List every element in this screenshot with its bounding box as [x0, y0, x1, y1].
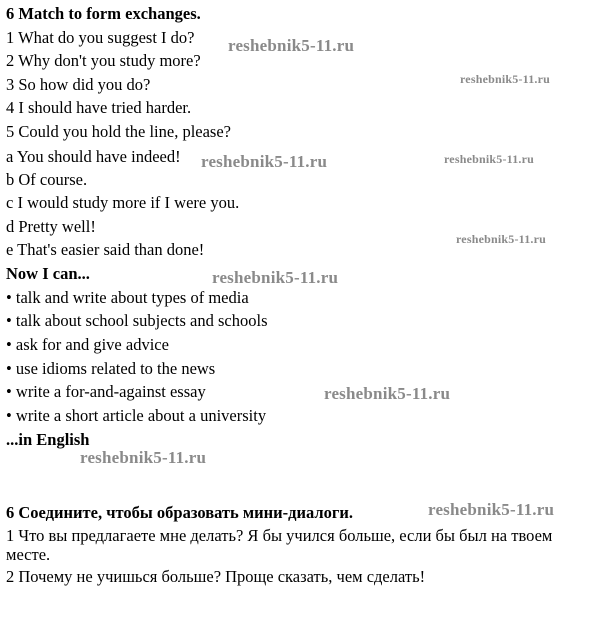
watermark: reshebnik5-11.ru [460, 72, 550, 86]
in-english-footer: ...in English [6, 430, 90, 449]
watermark: reshebnik5-11.ru [444, 152, 534, 166]
translation-line-2: 2 Почему не учишься больше? Проще сказать, чем сделать! [6, 567, 426, 586]
question-3: 3 So how did you do? [6, 75, 151, 94]
watermark: reshebnik5-11.ru [212, 268, 339, 287]
watermark: reshebnik5-11.ru [324, 384, 451, 403]
question-5: 5 Could you hold the line, please? [6, 122, 231, 141]
exercise-heading: 6 Match to form exchanges. [6, 4, 201, 23]
question-4: 4 I should have tried harder. [6, 98, 192, 117]
now-i-can-heading: Now I can... [6, 264, 90, 283]
question-2: 2 Why don't you study more? [6, 51, 201, 70]
answer-b: b Of course. [6, 170, 88, 189]
answer-c: c I would study more if I were you. [6, 193, 240, 212]
answer-e: e That's easier said than done! [6, 240, 205, 259]
answer-a: a You should have indeed! [6, 147, 181, 166]
can-item-4: • use idioms related to the news [6, 359, 216, 378]
watermark: reshebnik5-11.ru [428, 500, 555, 519]
translation-line-1: 1 Что вы предлагаете мне делать? Я бы учился больше, если бы был на твоем [6, 526, 553, 545]
watermark: reshebnik5-11.ru [201, 152, 328, 171]
answer-d: d Pretty well! [6, 217, 96, 236]
can-item-6: • write a short article about a university [6, 406, 267, 425]
can-item-1: • talk and write about types of media [6, 288, 249, 307]
can-item-2: • talk about school subjects and schools [6, 311, 268, 330]
question-1: 1 What do you suggest I do? [6, 28, 195, 47]
can-item-3: • ask for and give advice [6, 335, 169, 354]
watermark: reshebnik5-11.ru [228, 36, 355, 55]
watermark: reshebnik5-11.ru [456, 232, 546, 246]
translation-line-1-cont: месте. [6, 545, 51, 564]
watermark: reshebnik5-11.ru [80, 448, 207, 467]
translation-heading: 6 Соедините, чтобы образовать мини-диалоги. [6, 503, 354, 522]
can-item-5: • write a for-and-against essay [6, 382, 206, 401]
